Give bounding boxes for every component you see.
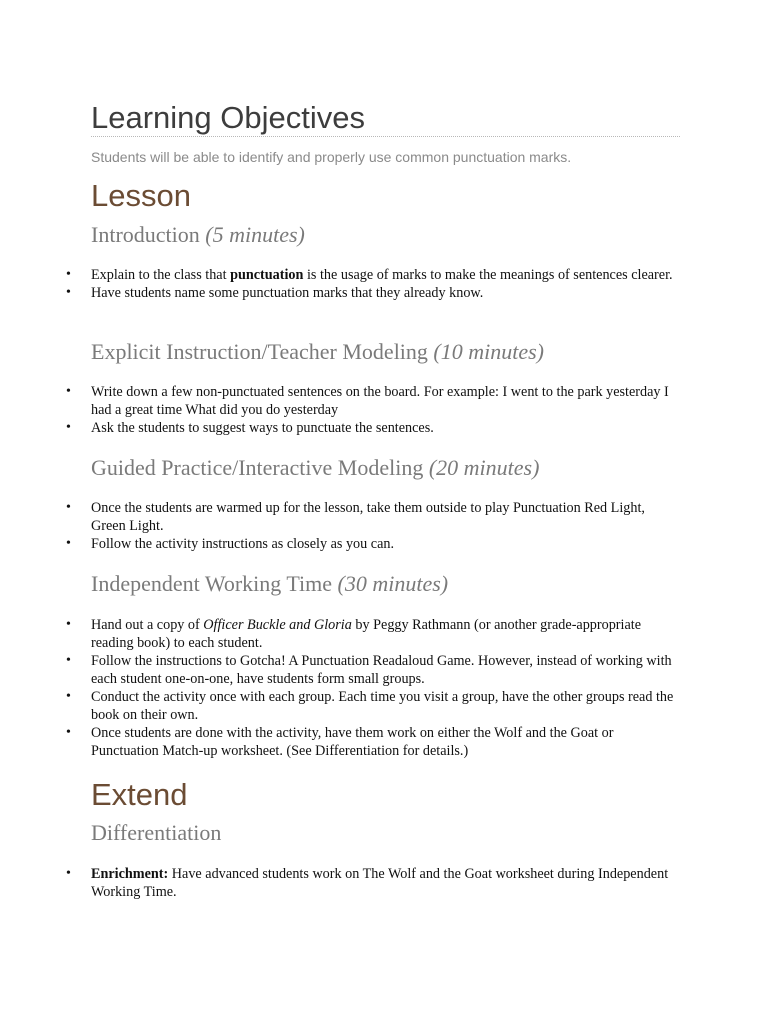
heading-divider: [91, 136, 680, 137]
list-item: [0, 284, 680, 302]
item-text: Follow the instructions to Gotcha! A Punctuation Readaloud Game. However, instead of working with each student one-on-one, have students form small groups.: [91, 653, 672, 687]
differentiation-heading: Differentiation: [91, 820, 222, 845]
list-item: [0, 383, 680, 419]
learning-objectives-text: Students will be able to identify and properly use common punctuation marks.: [91, 149, 572, 165]
item-text: Write down a few non-punctuated sentences on the board. For example: I went to the park yesterday I had a great time What did you do yesterday: [91, 384, 669, 418]
list-item: [0, 652, 680, 688]
explicit-instruction-list: [0, 383, 680, 437]
list-item: [0, 865, 680, 901]
section-title: Introduction: [91, 222, 200, 247]
bullet-icon: •: [66, 500, 71, 515]
extend-heading: Extend: [91, 777, 188, 812]
list-item: [0, 616, 680, 652]
item-text: Once the students are warmed up for the lesson, take them outside to play Punctuation Red Light, Green Light.: [91, 500, 645, 534]
bullet-icon: •: [66, 536, 71, 551]
item-text: is the usage of marks to make the meanings of sentences clearer.: [303, 267, 673, 283]
bullet-icon: •: [66, 267, 71, 282]
item-bold-term: Enrichment:: [91, 866, 169, 882]
item-text: Have advanced students work on The Wolf and the Goat worksheet during Independent Working Time.: [91, 866, 669, 900]
bullet-icon: •: [66, 689, 71, 704]
explicit-instruction-heading: [91, 339, 544, 365]
list-item: [0, 688, 680, 724]
list-item: [0, 535, 680, 553]
item-text: by Peggy Rathmann (or another grade-appropriate reading book) to each student.: [91, 617, 642, 651]
learning-objectives-heading: Learning Objectives: [91, 100, 365, 135]
bullet-icon: •: [66, 384, 71, 399]
independent-working-list: [0, 616, 680, 760]
differentiation-list: [0, 865, 680, 901]
bullet-icon: •: [66, 725, 71, 740]
section-time: (10 minutes): [433, 339, 545, 364]
lesson-heading: Lesson: [91, 178, 191, 213]
item-text: Once students are done with the activity, have them work on either the Wolf and the Goat or Punctuation Match-up worksheet. (See Differentiation for details.): [91, 725, 614, 759]
bullet-icon: •: [66, 866, 71, 881]
guided-practice-list: [0, 499, 680, 553]
item-text: Explain to the class that: [91, 267, 231, 283]
introduction-list: [0, 266, 680, 302]
bullet-icon: •: [66, 653, 71, 668]
bullet-icon: •: [66, 617, 71, 632]
list-item: [0, 499, 680, 535]
item-text: Ask the students to suggest ways to punctuate the sentences.: [91, 420, 434, 436]
independent-working-heading: [91, 571, 448, 597]
bullet-icon: •: [66, 420, 71, 435]
item-text: Have students name some punctuation marks that they already know.: [91, 285, 484, 301]
introduction-heading: [91, 222, 305, 248]
list-item: [0, 266, 680, 284]
item-text: Conduct the activity once with each group. Each time you visit a group, have the other groups read the book on their own.: [91, 689, 674, 723]
item-bold-term: punctuation: [230, 267, 304, 283]
list-item: [0, 419, 680, 437]
item-text: Follow the activity instructions as closely as you can.: [91, 536, 395, 552]
guided-practice-heading: [91, 455, 539, 481]
section-time: (20 minutes): [428, 455, 540, 480]
section-title: Independent Working Time: [91, 571, 333, 596]
section-time: (30 minutes): [337, 571, 449, 596]
bullet-icon: •: [66, 285, 71, 300]
section-time: (5 minutes): [205, 222, 305, 247]
section-title: Guided Practice/Interactive Modeling: [91, 455, 424, 480]
section-title: Explicit Instruction/Teacher Modeling: [91, 339, 428, 364]
list-item: [0, 724, 680, 760]
item-text: Hand out a copy of: [91, 617, 204, 633]
book-title: Officer Buckle and Gloria: [203, 617, 352, 633]
